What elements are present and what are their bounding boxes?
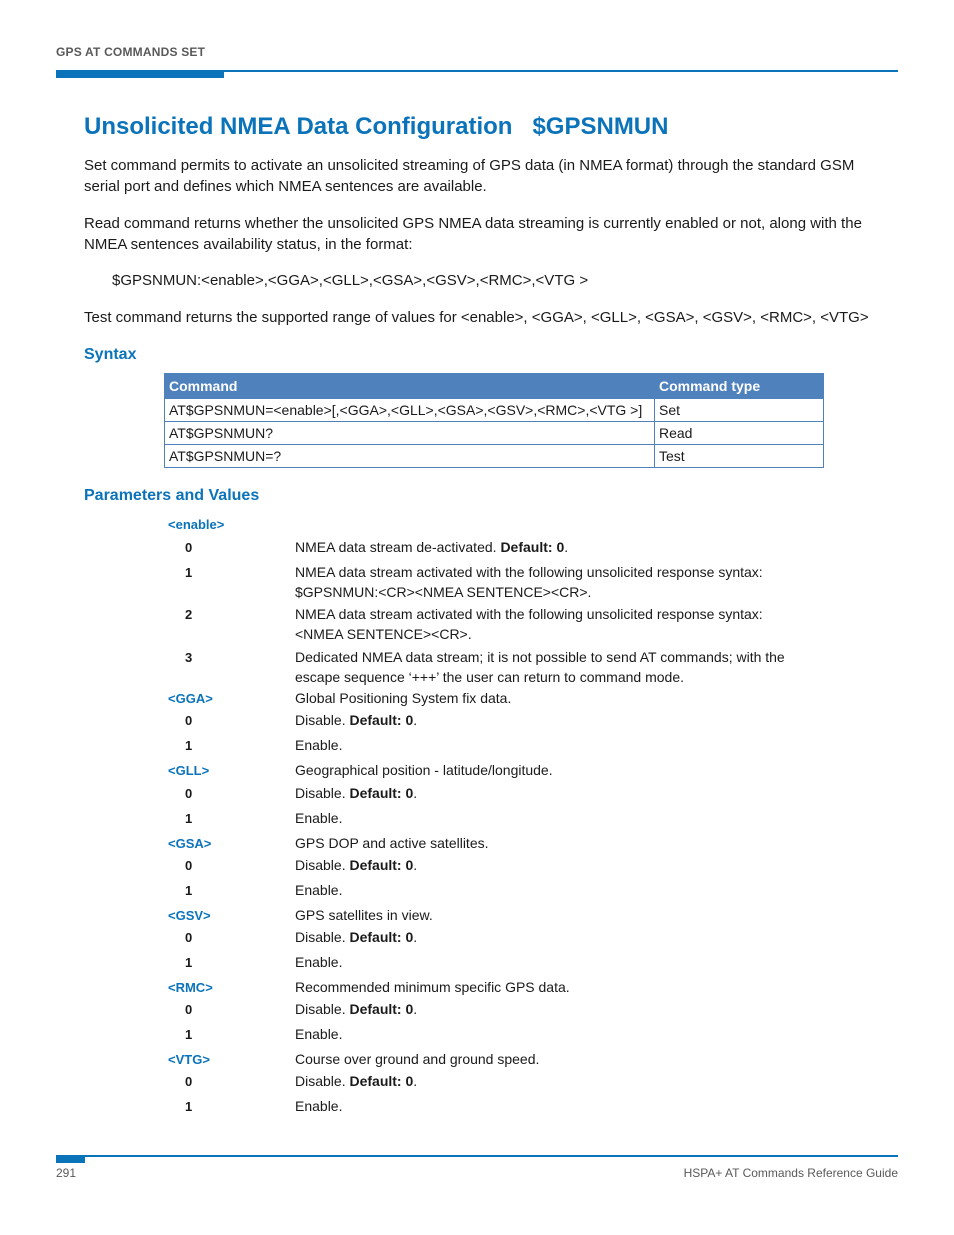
param-description: Disable. Default: 0. bbox=[295, 929, 418, 945]
param-name-vtg: <VTG> bbox=[168, 1052, 210, 1067]
intro-read-paragraph: Read command returns whether the unsolicited GPS NMEA data streaming is currently enabled or not, along with the NMEA sentences availability status, in the format: bbox=[84, 215, 862, 253]
param-description: Enable. bbox=[295, 954, 343, 970]
param-value: 1 bbox=[185, 811, 193, 826]
param-name-rmc: <RMC> bbox=[168, 980, 213, 995]
running-header: GPS AT COMMANDS SET bbox=[56, 45, 206, 59]
parameters-heading: Parameters and Values bbox=[84, 487, 260, 504]
syntax-table bbox=[164, 373, 824, 468]
param-description: Geographical position - latitude/longitude. bbox=[295, 762, 553, 778]
param-value: 1 bbox=[185, 738, 193, 753]
param-value: 0 bbox=[185, 786, 193, 801]
col-command: Command bbox=[165, 374, 655, 399]
command-cell: AT$GPSNMUN=? bbox=[165, 445, 655, 468]
command-cell: AT$GPSNMUN=<enable>[,<GGA>,<GLL>,<GSA>,<GSV>,<RMC>,<VTG >] bbox=[165, 399, 655, 422]
param-description: Disable. Default: 0. bbox=[295, 1073, 418, 1089]
table-row bbox=[165, 399, 824, 422]
command-type-cell: Read bbox=[655, 422, 824, 445]
param-description: Disable. Default: 0. bbox=[295, 712, 418, 728]
param-description: Disable. Default: 0. bbox=[295, 785, 418, 801]
param-description: Dedicated NMEA data stream; it is not possible to send AT commands; with the escape sequence ‘+++’ the user can return to command mode. bbox=[295, 649, 785, 685]
param-name-gga: <GGA> bbox=[168, 691, 213, 706]
param-name-gsv: <GSV> bbox=[168, 908, 211, 923]
page-title: Unsolicited NMEA Data Configuration $GPSNMUN bbox=[84, 113, 669, 140]
param-description: Disable. Default: 0. bbox=[295, 857, 418, 873]
param-value: 0 bbox=[185, 540, 193, 555]
param-value: 1 bbox=[185, 1027, 193, 1042]
footer-rule bbox=[56, 1155, 898, 1157]
header-rule bbox=[56, 70, 898, 72]
param-value: 0 bbox=[185, 1002, 193, 1017]
param-value: 1 bbox=[185, 1099, 193, 1114]
param-name-enable: <enable> bbox=[168, 517, 225, 532]
param-value: 0 bbox=[185, 1074, 193, 1089]
param-value: 2 bbox=[185, 607, 193, 622]
command-cell: AT$GPSNMUN? bbox=[165, 422, 655, 445]
param-description: NMEA data stream activated with the following unsolicited response syntax: <NMEA SENTENCE><CR>. bbox=[295, 606, 763, 642]
param-description: Disable. Default: 0. bbox=[295, 1001, 418, 1017]
param-description: NMEA data stream de-activated. Default: 0. bbox=[295, 539, 569, 555]
param-value: 1 bbox=[185, 955, 193, 970]
param-value: 0 bbox=[185, 858, 193, 873]
param-name-gll: <GLL> bbox=[168, 763, 210, 778]
command-type-cell: Test bbox=[655, 445, 824, 468]
param-description: GPS DOP and active satellites. bbox=[295, 835, 489, 851]
table-row bbox=[165, 445, 824, 468]
param-value: 0 bbox=[185, 713, 193, 728]
intro-test-paragraph: Test command returns the supported range of values for <enable>, <GGA>, <GLL>, <GSA>, <GSV>, <RMC>, <VTG> bbox=[84, 309, 869, 326]
param-value: 0 bbox=[185, 930, 193, 945]
param-description: Enable. bbox=[295, 1098, 343, 1114]
param-value: 1 bbox=[185, 565, 193, 580]
syntax-table-header bbox=[165, 374, 824, 399]
param-value: 3 bbox=[185, 650, 193, 665]
param-description: Enable. bbox=[295, 882, 343, 898]
param-name-gsa: <GSA> bbox=[168, 836, 212, 851]
document-title: HSPA+ AT Commands Reference Guide bbox=[683, 1166, 898, 1180]
table-row bbox=[165, 422, 824, 445]
param-value: 1 bbox=[185, 883, 193, 898]
syntax-heading: Syntax bbox=[84, 346, 137, 363]
param-description: Enable. bbox=[295, 810, 343, 826]
param-description: Enable. bbox=[295, 1026, 343, 1042]
param-description: GPS satellites in view. bbox=[295, 907, 433, 923]
intro-set-paragraph: Set command permits to activate an unsolicited streaming of GPS data (in NMEA format) through the standard GSM serial port and defines which NMEA sentences are available. bbox=[84, 157, 855, 195]
param-description: Enable. bbox=[295, 737, 343, 753]
page-number: 291 bbox=[56, 1166, 77, 1180]
col-command-type: Command type bbox=[655, 374, 824, 399]
param-description: Global Positioning System fix data. bbox=[295, 690, 512, 706]
read-format-line: $GPSNMUN:<enable>,<GGA>,<GLL>,<GSA>,<GSV>,<RMC>,<VTG > bbox=[112, 272, 589, 289]
param-description: NMEA data stream activated with the following unsolicited response syntax: $GPSNMUN:<CR><NMEA SENTENCE><CR>. bbox=[295, 564, 763, 600]
param-description: Course over ground and ground speed. bbox=[295, 1051, 540, 1067]
param-description: Recommended minimum specific GPS data. bbox=[295, 979, 570, 995]
command-type-cell: Set bbox=[655, 399, 824, 422]
